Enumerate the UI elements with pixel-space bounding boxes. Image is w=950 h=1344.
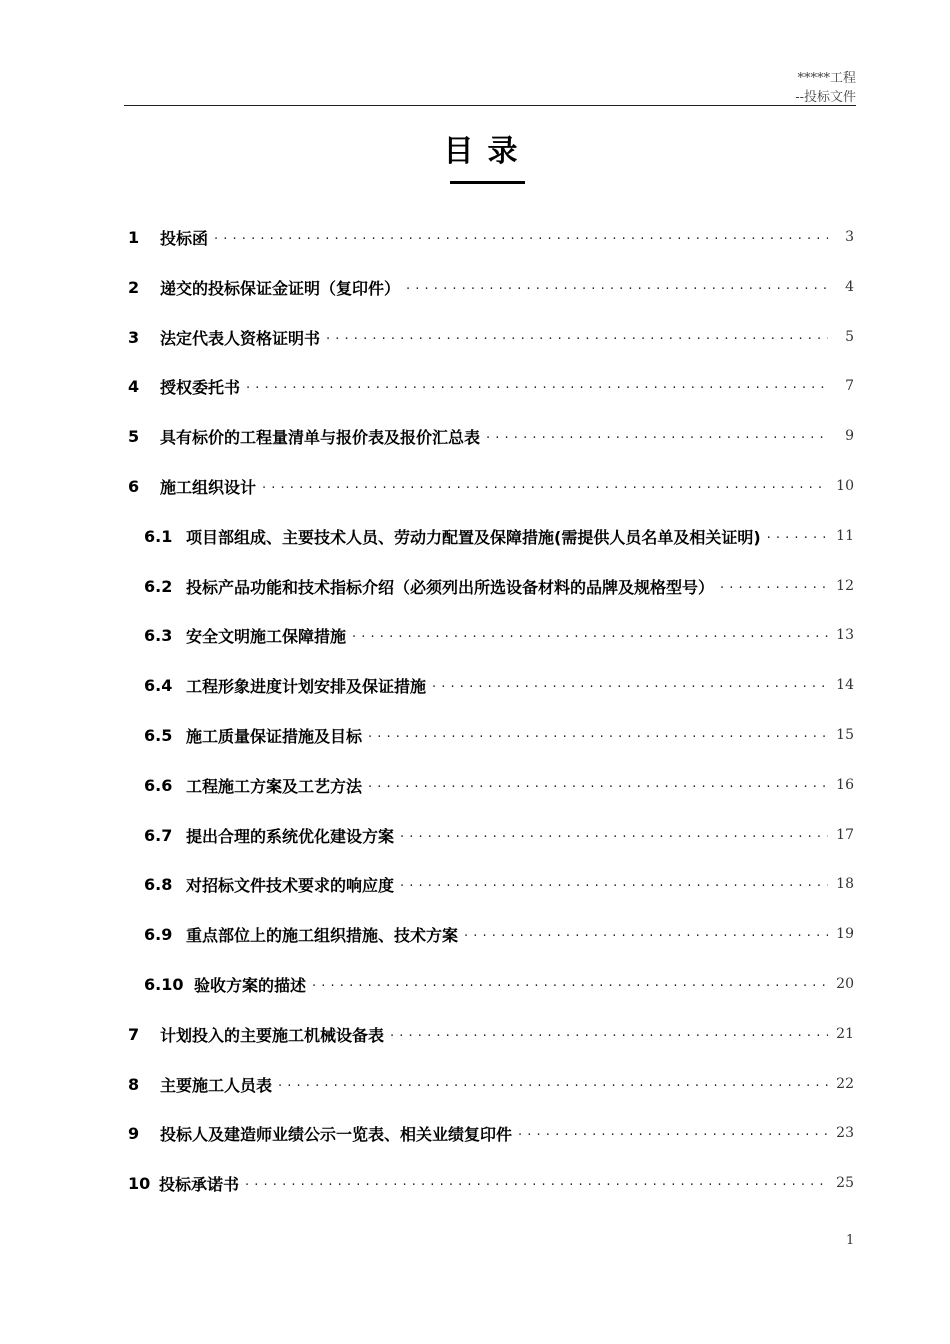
toc-entry-number: 7: [128, 1024, 140, 1044]
toc-entry-page: 4: [845, 279, 854, 295]
toc-entry-title: 提出合理的系统优化建设方案: [186, 826, 395, 846]
toc-entry-title: 投标产品功能和技术指标介绍（必须列出所选设备材料的品牌及规格型号）: [186, 577, 715, 597]
toc-entry-number: 6.5: [144, 725, 173, 745]
toc-dot-leader: [406, 274, 828, 300]
toc-entry-number: 6.7: [144, 825, 173, 845]
header-project-name: *****工程: [797, 71, 856, 86]
toc-entry[interactable]: [144, 822, 854, 848]
toc-entry-page: 18: [836, 876, 854, 892]
toc-entry-title: 施工质量保证措施及目标: [186, 726, 363, 746]
toc-entry-title: 重点部位上的施工组织措施、技术方案: [186, 925, 459, 945]
toc-entry-title: 工程施工方案及工艺方法: [186, 776, 363, 796]
toc-dot-leader: [245, 1170, 828, 1196]
toc-entry[interactable]: [128, 1071, 854, 1097]
toc-entry-page: 10: [836, 478, 854, 494]
toc-entry-number: 10: [128, 1173, 151, 1193]
toc-entry-number: 2: [128, 277, 140, 297]
toc-entry-number: 6.10: [144, 974, 184, 994]
toc-entry[interactable]: [128, 274, 854, 300]
toc-entry[interactable]: [128, 324, 854, 350]
toc-entry-title: 工程形象进度计划安排及保证措施: [186, 676, 427, 696]
toc-entry-title: 验收方案的描述: [194, 975, 307, 995]
header-document-type: --投标文件: [795, 90, 856, 105]
toc-entry-title: 授权委托书: [160, 377, 241, 397]
toc-entry-title: 安全文明施工保障措施: [186, 626, 347, 646]
toc-entry[interactable]: [144, 772, 854, 798]
toc-dot-leader: [486, 423, 828, 449]
toc-entry-page: 25: [836, 1175, 854, 1191]
toc-entry-number: 4: [128, 376, 140, 396]
toc-dot-leader: [278, 1071, 828, 1097]
toc-dot-leader: [312, 971, 828, 997]
toc-dot-leader: [352, 622, 828, 648]
toc-entry-number: 6.9: [144, 924, 173, 944]
toc-entry-page: 15: [836, 727, 854, 743]
toc-entry-title: 法定代表人资格证明书: [160, 328, 321, 348]
toc-entry-number: 6.8: [144, 874, 173, 894]
toc-entry[interactable]: [128, 1021, 854, 1047]
toc-dot-leader: [262, 473, 828, 499]
toc-dot-leader: [464, 921, 828, 947]
toc-entry[interactable]: [144, 871, 854, 897]
toc-entry-page: 12: [836, 578, 854, 594]
toc-entry-title: 施工组织设计: [160, 477, 257, 497]
toc-dot-leader: [214, 224, 828, 250]
toc-entry-page: 3: [845, 229, 854, 245]
toc-entry-page: 20: [836, 976, 854, 992]
toc-entry-title: 具有标价的工程量清单与报价表及报价汇总表: [160, 427, 481, 447]
toc-entry-number: 5: [128, 426, 140, 446]
toc-dot-leader: [326, 324, 828, 350]
toc-dot-leader: [368, 722, 828, 748]
toc-entry-page: 16: [836, 777, 854, 793]
toc-dot-leader: [518, 1120, 828, 1146]
toc-entry[interactable]: [128, 1170, 854, 1196]
toc-dot-leader: [246, 373, 828, 399]
toc-entry-title: 主要施工人员表: [160, 1075, 273, 1095]
toc-entry[interactable]: [144, 921, 854, 947]
toc-dot-leader: [400, 871, 828, 897]
toc-entry-page: 14: [836, 677, 854, 693]
toc-dot-leader: [400, 822, 828, 848]
toc-entry[interactable]: [144, 523, 854, 549]
toc-entry[interactable]: [128, 1120, 854, 1146]
toc-entry-page: 13: [836, 627, 854, 643]
toc-entry[interactable]: [128, 423, 854, 449]
toc-entry-title: 计划投入的主要施工机械设备表: [160, 1025, 385, 1045]
toc-dot-leader: [720, 573, 828, 599]
toc-dot-leader: [368, 772, 828, 798]
page-title: 目录: [443, 134, 532, 169]
toc-entry-page: 23: [836, 1125, 854, 1141]
toc-dot-leader: [767, 523, 828, 549]
toc-entry-page: 22: [836, 1076, 854, 1092]
toc-entry[interactable]: [144, 722, 854, 748]
toc-entry-number: 6.3: [144, 625, 173, 645]
footer-page-number: 1: [846, 1233, 855, 1248]
toc-entry-page: 11: [836, 528, 854, 544]
toc-entry[interactable]: [144, 622, 854, 648]
toc-entry[interactable]: [144, 971, 854, 997]
toc-entry[interactable]: [144, 672, 854, 698]
toc-entry-number: 6.6: [144, 775, 173, 795]
toc-entry-page: 21: [836, 1026, 854, 1042]
toc-entry[interactable]: [128, 224, 854, 250]
toc-entry-title: 投标承诺书: [159, 1174, 240, 1194]
toc-entry-title: 递交的投标保证金证明（复印件）: [160, 278, 401, 298]
toc-entry-number: 1: [128, 227, 140, 247]
toc-entry-number: 6: [128, 476, 140, 496]
toc-entry-number: 9: [128, 1123, 140, 1143]
toc-dot-leader: [390, 1021, 828, 1047]
toc-entry-number: 3: [128, 327, 140, 347]
toc-entry-title: 投标函: [160, 228, 209, 248]
toc-entry-title: 对招标文件技术要求的响应度: [186, 875, 395, 895]
toc-entry-title: 项目部组成、主要技术人员、劳动力配置及保障措施(需提供人员名单及相关证明): [186, 527, 761, 547]
toc-entry-page: 5: [845, 329, 854, 345]
toc-dot-leader: [432, 672, 828, 698]
toc-entry-page: 9: [845, 428, 854, 444]
toc-entry-number: 6.2: [144, 576, 173, 596]
toc-entry[interactable]: [144, 573, 854, 599]
toc-entry[interactable]: [128, 373, 854, 399]
toc-entry-page: 7: [845, 378, 854, 394]
toc-entry-number: 6.1: [144, 526, 173, 546]
toc-entry-title: 投标人及建造师业绩公示一览表、相关业绩复印件: [160, 1124, 513, 1144]
toc-entry-page: 17: [836, 827, 854, 843]
toc-entry-page: 19: [836, 926, 854, 942]
toc-entry-number: 6.4: [144, 675, 173, 695]
toc-entry-number: 8: [128, 1074, 140, 1094]
toc-entry[interactable]: [128, 473, 854, 499]
